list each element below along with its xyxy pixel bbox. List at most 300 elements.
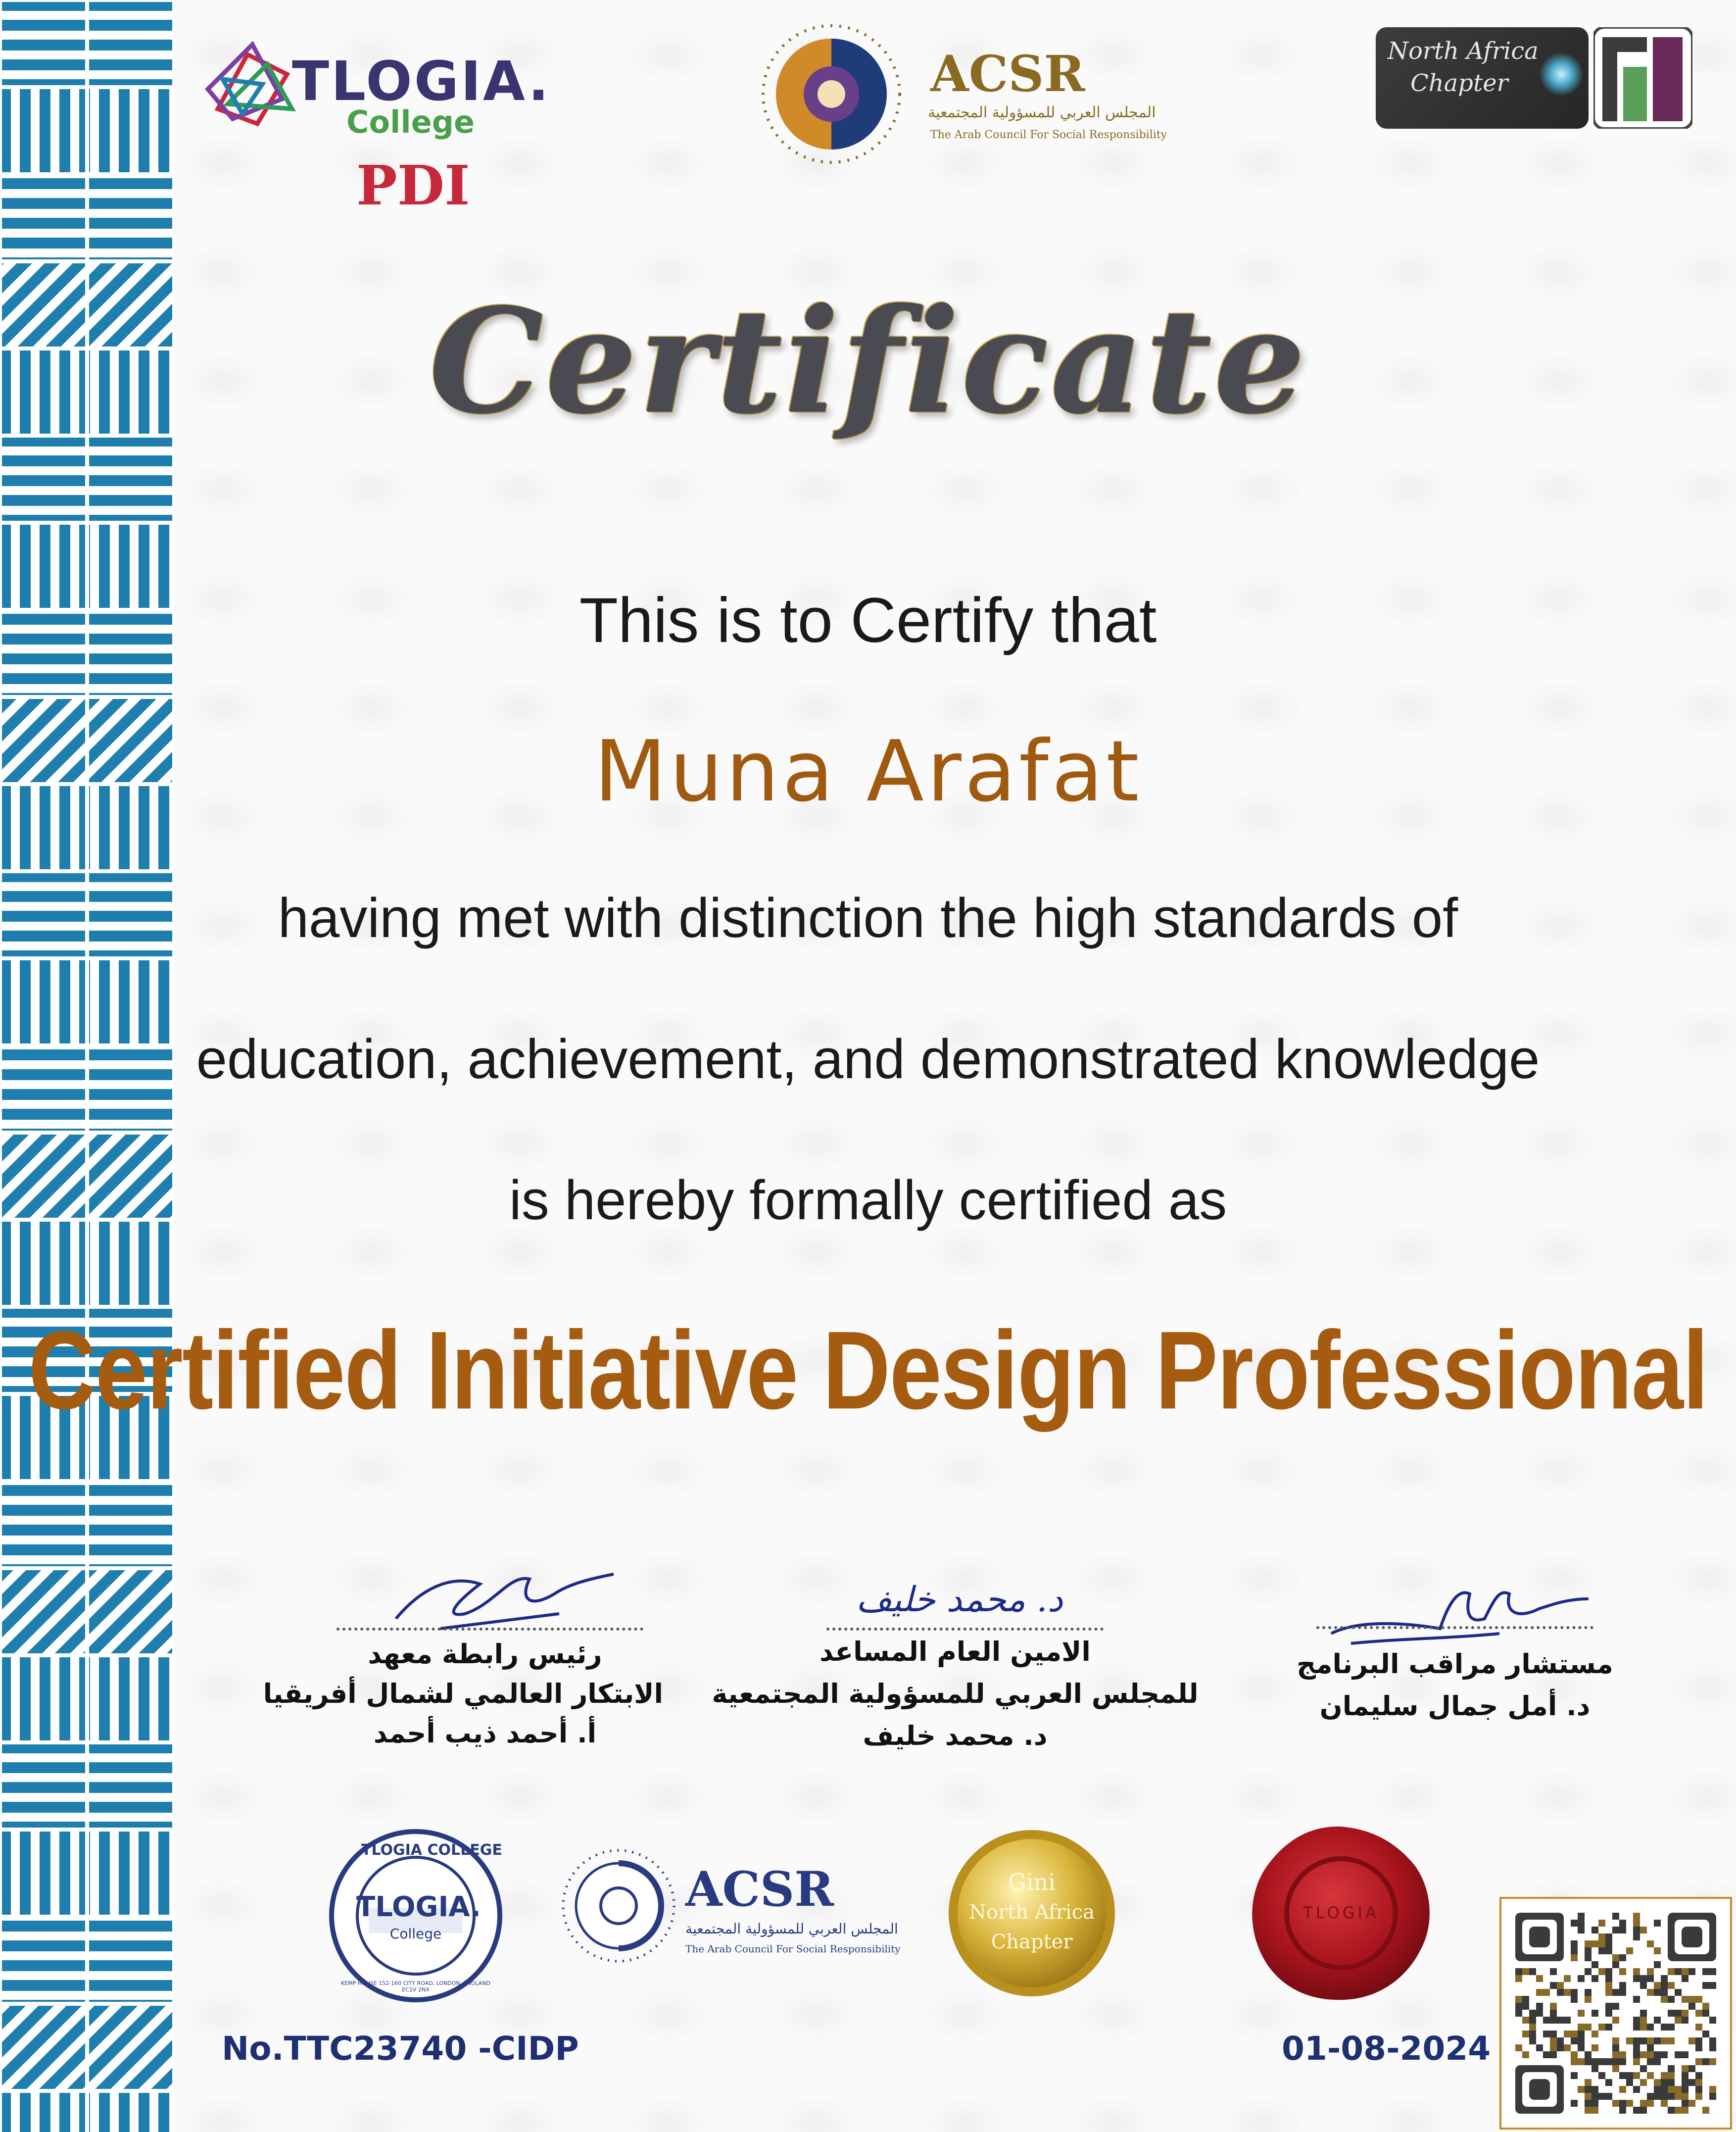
qr-module: [1668, 2093, 1675, 2100]
qr-module: [1668, 2107, 1675, 2114]
pdi-logo: PDI: [356, 153, 470, 217]
qr-module: [1605, 1989, 1612, 1996]
signatory-middle-name: د. محمد خليف: [863, 1720, 1048, 1751]
band-tile: [2, 1222, 85, 1305]
acsr-logo-arabic: المجلس العربي للمسؤولية المجتمعية: [928, 104, 1156, 121]
qr-module: [1591, 1940, 1598, 1947]
acsr-seal-arabic: المجلس العربي للمسؤولية المجتمعية: [685, 1921, 898, 1937]
qr-module: [1557, 2037, 1564, 2044]
qr-module: [1661, 1975, 1668, 1982]
qr-module: [1612, 2100, 1619, 2107]
qr-module: [1626, 1947, 1633, 1954]
qr-module: [1571, 2058, 1578, 2065]
qr-module: [1675, 2093, 1682, 2100]
qr-module: [1591, 2065, 1598, 2072]
gold-seal-line1: Gini: [1008, 1869, 1056, 1895]
acsr-logo-name: ACSR: [930, 45, 1085, 103]
qr-module: [1515, 1968, 1522, 1975]
statement-line-1: having met with distinction the high standards of: [278, 887, 1458, 949]
qr-module: [1695, 2058, 1702, 2065]
qr-module: [1536, 1975, 1543, 1982]
qr-module: [1688, 2003, 1695, 2010]
qr-module: [1543, 2017, 1550, 2024]
band-tile: [2, 2, 85, 85]
qr-module: [1668, 2086, 1675, 2093]
qr-module: [1612, 1927, 1619, 1934]
qr-module: [1647, 2072, 1654, 2079]
qr-module: [1661, 2079, 1668, 2086]
gini-mark-icon: [1593, 27, 1692, 129]
qr-module: [1709, 2086, 1716, 2093]
qr-module: [1626, 2037, 1633, 2044]
qr-module: [1702, 1968, 1709, 1975]
qr-module: [1619, 2086, 1626, 2093]
qr-module: [1661, 2051, 1668, 2058]
qr-module: [1550, 2031, 1557, 2037]
signature-line-middle: [826, 1628, 1104, 1631]
qr-module: [1668, 2079, 1675, 2086]
qr-module: [1695, 2037, 1702, 2044]
qr-module: [1591, 1975, 1598, 1982]
signatory-middle-role1: الامين العام المساعد: [820, 1636, 1091, 1667]
band-tile: [89, 89, 172, 172]
qr-module: [1688, 2100, 1695, 2107]
qr-module: [1654, 2051, 1661, 2058]
qr-module: [1654, 2017, 1661, 2024]
qr-module: [1668, 2010, 1675, 2017]
qr-module: [1661, 2024, 1668, 2031]
qr-module: [1522, 2051, 1529, 2058]
qr-module: [1591, 2093, 1598, 2100]
qr-module: [1557, 2017, 1564, 2024]
recipient-name: Muna Arafat: [594, 723, 1142, 821]
qr-module: [1543, 2051, 1550, 2058]
qr-module: [1682, 1968, 1688, 1975]
qr-module: [1695, 2086, 1702, 2093]
qr-module: [1647, 2044, 1654, 2051]
tlogia-seal-center: TLOGIA.: [356, 1891, 481, 1923]
band-tile: [2, 438, 85, 521]
qr-module: [1585, 2079, 1591, 2086]
statement-line-3: is hereby formally certified as: [509, 1169, 1227, 1231]
qr-module: [1571, 2051, 1578, 2058]
acsr-emblem-icon: [757, 20, 906, 168]
acsr-logo: [757, 20, 1167, 178]
signature-block-left: [263, 1544, 663, 1762]
qr-module: [1619, 2072, 1626, 2079]
band-tile: [2, 1483, 85, 1566]
tlogia-seal-address: KEMP HOUSE 152-160 CITY ROAD, LONDON, ENGLAND EC1V 2NX: [341, 1980, 490, 1993]
band-tile: [89, 1832, 172, 1915]
qr-module: [1640, 1982, 1647, 1989]
qr-module: [1668, 2065, 1675, 2072]
qr-module: [1709, 2058, 1716, 2065]
band-tile: [2, 1919, 85, 2002]
qr-module: [1633, 2037, 1640, 2044]
qr-module: [1702, 2031, 1709, 2037]
qr-module: [1702, 2010, 1709, 2017]
qr-module: [1633, 1920, 1640, 1927]
tlogia-college-seal: [327, 1827, 505, 2005]
qr-module: [1682, 2051, 1688, 2058]
qr-module: [1668, 1968, 1675, 1975]
qr-module: [1709, 2037, 1716, 2044]
qr-module: [1529, 2024, 1536, 2031]
qr-module: [1585, 2051, 1591, 2058]
qr-module: [1598, 1968, 1605, 1975]
qr-module: [1654, 2037, 1661, 2044]
qr-module: [1633, 1968, 1640, 1975]
qr-module: [1605, 1934, 1612, 1940]
qr-module: [1619, 1920, 1626, 1927]
qr-module: [1633, 1996, 1640, 2003]
qr-module: [1612, 1989, 1619, 1996]
qr-module: [1633, 2051, 1640, 2058]
qr-module: [1688, 1968, 1695, 1975]
qr-module: [1585, 1954, 1591, 1961]
qr-module: [1536, 1989, 1543, 1996]
qr-module: [1709, 1982, 1716, 1989]
qr-module: [1682, 2100, 1688, 2107]
certified-designation: Certified Initiative Design Professional: [28, 1308, 1708, 1433]
qr-module: [1598, 2072, 1605, 2079]
band-tile: [89, 1570, 172, 1653]
qr-module: [1571, 1947, 1578, 1954]
qr-module: [1647, 2058, 1654, 2065]
qr-module: [1550, 1968, 1557, 1975]
qr-module: [1654, 1920, 1661, 1927]
qr-module: [1585, 2093, 1591, 2100]
qr-module: [1543, 1989, 1550, 1996]
qr-module: [1709, 1968, 1716, 1975]
qr-module: [1647, 2093, 1654, 2100]
qr-module: [1619, 2058, 1626, 2065]
qr-module: [1578, 1913, 1585, 1920]
qr-module: [1675, 2017, 1682, 2024]
qr-module: [1598, 1947, 1605, 1954]
qr-module: [1550, 1982, 1557, 1989]
qr-module: [1633, 2024, 1640, 2031]
qr-module: [1675, 1989, 1682, 1996]
qr-module: [1598, 2058, 1605, 2065]
qr-module: [1591, 1927, 1598, 1934]
signature-block-middle: [708, 1564, 1203, 1782]
qr-module: [1550, 2003, 1557, 2010]
qr-module: [1578, 2086, 1585, 2093]
signatory-left-role1: رئيس رابطة معهد: [368, 1638, 602, 1670]
qr-module: [1598, 2093, 1605, 2100]
qr-module: [1598, 1940, 1605, 1947]
band-tile: [2, 1657, 85, 1740]
tlogia-logo-college: College: [346, 104, 475, 140]
qr-module: [1640, 2079, 1647, 2086]
qr-module: [1612, 1954, 1619, 1961]
acsr-seal: [559, 1846, 906, 1975]
gold-seal-line2: North Africa: [969, 1901, 1095, 1924]
qr-module: [1675, 2107, 1682, 2114]
qr-module: [1654, 1982, 1661, 1989]
band-tile: [2, 2006, 85, 2089]
qr-module: [1682, 1996, 1688, 2003]
qr-module: [1695, 2024, 1702, 2031]
qr-module: [1668, 2024, 1675, 2031]
qr-module: [1640, 2051, 1647, 2058]
band-tile: [2, 176, 85, 259]
qr-module: [1682, 2079, 1688, 2086]
qr-module: [1585, 1940, 1591, 1947]
qr-module: [1522, 1968, 1529, 1975]
qr-module: [1633, 1934, 1640, 1940]
qr-module: [1564, 2017, 1571, 2024]
qr-module: [1598, 1934, 1605, 1940]
qr-module: [1695, 2079, 1702, 2086]
qr-module: [1585, 1996, 1591, 2003]
qr-module: [1619, 1968, 1626, 1975]
qr-module: [1605, 2010, 1612, 2017]
qr-module: [1550, 2051, 1557, 2058]
qr-module: [1695, 2044, 1702, 2051]
qr-module: [1633, 2107, 1640, 2114]
qr-module: [1682, 2065, 1688, 2072]
qr-module: [1564, 1989, 1571, 1996]
signature-line-left: [337, 1628, 643, 1631]
qr-module: [1640, 2100, 1647, 2107]
qr-module: [1709, 2093, 1716, 2100]
qr-module: [1591, 2086, 1598, 2093]
qr-module: [1585, 2024, 1591, 2031]
band-tile: [89, 2093, 172, 2132]
qr-module: [1557, 1989, 1564, 1996]
qr-module: [1682, 1975, 1688, 1982]
qr-module: [1585, 2086, 1591, 2093]
band-tile: [89, 176, 172, 259]
qr-module: [1612, 2044, 1619, 2051]
qr-module: [1605, 2058, 1612, 2065]
qr-module: [1695, 2072, 1702, 2079]
qr-module: [1709, 2044, 1716, 2051]
qr-module: [1647, 1940, 1654, 1947]
qr-module: [1688, 2065, 1695, 2072]
qr-module: [1675, 2051, 1682, 2058]
qr-module: [1571, 1989, 1578, 1996]
qr-module: [1633, 1975, 1640, 1982]
band-tile: [2, 1744, 85, 1828]
qr-module: [1661, 2086, 1668, 2093]
qr-module: [1612, 2058, 1619, 2065]
qr-module: [1605, 2079, 1612, 2086]
chapter-badge-line1: North Africa: [1388, 37, 1539, 65]
qr-module: [1515, 2003, 1522, 2010]
qr-module: [1647, 2051, 1654, 2058]
qr-module: [1640, 2017, 1647, 2024]
qr-module: [1605, 1947, 1612, 1954]
qr-module: [1605, 1968, 1612, 1975]
qr-module: [1578, 2031, 1585, 2037]
qr-module: [1522, 2003, 1529, 2010]
qr-module: [1522, 1996, 1529, 2003]
qr-finder: [1529, 1927, 1550, 1947]
wax-seal-text: TLOGIA: [1303, 1903, 1379, 1922]
qr-module: [1675, 1968, 1682, 1975]
qr-module: [1571, 2072, 1578, 2079]
qr-module: [1640, 1975, 1647, 1982]
qr-module: [1682, 2107, 1688, 2114]
qr-module: [1578, 2024, 1585, 2031]
glow-star-icon: [1539, 52, 1584, 97]
qr-module: [1571, 1940, 1578, 1947]
qr-module: [1619, 1982, 1626, 1989]
qr-module: [1550, 2010, 1557, 2017]
qr-module: [1578, 1927, 1585, 1934]
band-tile: [89, 1483, 172, 1566]
qr-module: [1626, 2072, 1633, 2079]
qr-module: [1591, 2044, 1598, 2051]
qr-module: [1619, 2107, 1626, 2114]
acsr-seal-name: ACSR: [685, 1861, 834, 1917]
qr-module: [1654, 2093, 1661, 2100]
acsr-logo-english: The Arab Council For Social Responsibility: [930, 129, 1167, 141]
qr-module: [1682, 2017, 1688, 2024]
qr-module: [1682, 2093, 1688, 2100]
qr-module: [1612, 1961, 1619, 1968]
qr-module: [1661, 1989, 1668, 1996]
tlogia-logo-name: TLOGIA.: [292, 50, 551, 113]
signatory-left-role2: الابتكار العالمي لشمال أفريقيا: [263, 1678, 663, 1709]
qr-module: [1585, 1989, 1591, 1996]
qr-module: [1591, 2100, 1598, 2107]
qr-module: [1633, 2058, 1640, 2065]
qr-module: [1571, 2037, 1578, 2044]
qr-module: [1605, 2024, 1612, 2031]
qr-module: [1640, 2037, 1647, 2044]
north-africa-chapter-logo: [1376, 27, 1697, 131]
qr-module: [1578, 2058, 1585, 2065]
signatory-right-name: د. أمل جمال سليمان: [1319, 1690, 1591, 1722]
band-tile: [89, 1919, 172, 2002]
qr-module: [1564, 2044, 1571, 2051]
qr-module: [1543, 2031, 1550, 2037]
qr-module: [1688, 2079, 1695, 2086]
qr-module: [1598, 2024, 1605, 2031]
qr-module: [1640, 2010, 1647, 2017]
qr-module: [1661, 2037, 1668, 2044]
qr-module: [1647, 1975, 1654, 1982]
band-tile: [89, 1744, 172, 1828]
qr-module: [1585, 2107, 1591, 2114]
qr-module: [1515, 2044, 1522, 2051]
band-tile: [2, 89, 85, 172]
band-tile: [89, 438, 172, 521]
qr-module: [1654, 2086, 1661, 2093]
qr-module: [1591, 2010, 1598, 2017]
band-tile: [2, 1570, 85, 1653]
qr-module: [1571, 2031, 1578, 2037]
qr-module: [1529, 1968, 1536, 1975]
qr-module: [1702, 2003, 1709, 2010]
band-tile: [89, 2006, 172, 2089]
certify-intro: This is to Certify that: [579, 585, 1157, 656]
qr-module: [1612, 2017, 1619, 2024]
band-tile: [2, 2093, 85, 2132]
qr-module: [1619, 1954, 1626, 1961]
qr-module: [1522, 2031, 1529, 2037]
band-tile: [89, 1657, 172, 1740]
tlogia-seal-sub: College: [389, 1926, 442, 1942]
qr-module: [1633, 2017, 1640, 2024]
qr-module: [1661, 2093, 1668, 2100]
qr-module: [1619, 2051, 1626, 2058]
qr-module: [1654, 2058, 1661, 2065]
qr-module: [1633, 2044, 1640, 2051]
qr-module: [1647, 2037, 1654, 2044]
gold-seal-line3: Chapter: [991, 1931, 1073, 1953]
tlogia-seal-ring-text: TLOGIA COLLEGE: [361, 1841, 502, 1859]
qr-module: [1550, 2017, 1557, 2024]
qr-module: [1605, 1982, 1612, 1989]
qr-module: [1564, 1975, 1571, 1982]
qr-module: [1668, 1996, 1675, 2003]
qr-module: [1640, 2024, 1647, 2031]
gold-chapter-seal: [945, 1827, 1118, 2000]
qr-module: [1550, 2044, 1557, 2051]
qr-module: [1661, 1996, 1668, 2003]
qr-module: [1619, 1989, 1626, 1996]
qr-module: [1612, 2003, 1619, 2010]
qr-module: [1668, 1982, 1675, 1989]
chapter-badge-line2: Chapter: [1410, 69, 1508, 97]
qr-module: [1702, 2058, 1709, 2065]
certificate-title: Certificate: [429, 277, 1307, 446]
acsr-seal-english: The Arab Council For Social Responsibility: [685, 1943, 901, 1955]
qr-module: [1571, 1954, 1578, 1961]
signatory-right-role1: مستشار مراقب البرنامج: [1297, 1648, 1613, 1680]
certificate-number: No.TTC23740 -CIDP: [222, 2030, 579, 2068]
qr-module: [1591, 1961, 1598, 1968]
qr-module: [1695, 2010, 1702, 2017]
qr-module: [1557, 1982, 1564, 1989]
qr-module: [1578, 2044, 1585, 2051]
qr-finder: [1529, 2079, 1550, 2100]
band-tile: [89, 2, 172, 85]
qr-module: [1668, 2037, 1675, 2044]
chapter-badge: [1376, 27, 1589, 129]
qr-module: [1702, 1982, 1709, 1989]
qr-module: [1661, 2100, 1668, 2107]
qr-module: [1605, 2093, 1612, 2100]
signature-line-right: [1316, 1626, 1593, 1629]
qr-module: [1695, 2093, 1702, 2100]
qr-code: [1499, 1897, 1732, 2130]
qr-module: [1571, 1996, 1578, 2003]
signatory-middle-role2: للمجلس العربي للمسؤولية المجتمعية: [712, 1678, 1199, 1709]
qr-module: [1612, 1913, 1619, 1920]
qr-module: [1515, 1996, 1522, 2003]
qr-module: [1675, 2086, 1682, 2093]
band-tile: [2, 1832, 85, 1915]
qr-module: [1571, 2100, 1578, 2107]
qr-module: [1640, 1927, 1647, 1934]
qr-module: [1709, 2017, 1716, 2024]
qr-module: [1647, 2024, 1654, 2031]
qr-module: [1612, 2051, 1619, 2058]
qr-module: [1585, 1947, 1591, 1954]
qr-module: [1578, 2010, 1585, 2017]
qr-module: [1647, 1989, 1654, 1996]
qr-module: [1682, 2086, 1688, 2093]
qr-module: [1571, 1920, 1578, 1927]
qr-module: [1529, 2010, 1536, 2017]
qr-module: [1585, 1968, 1591, 1975]
